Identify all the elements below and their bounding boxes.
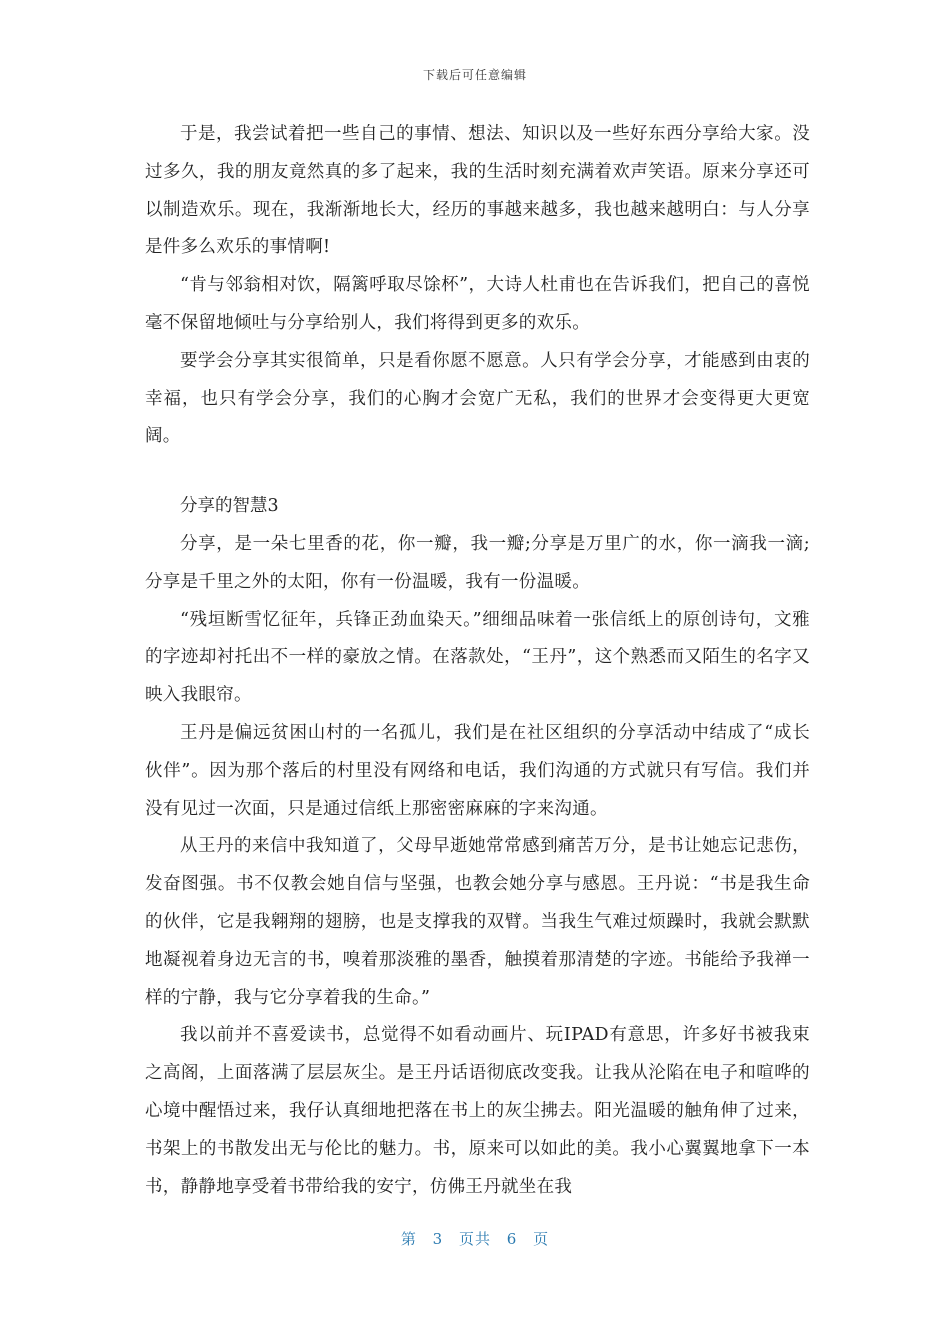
paragraph: 于是，我尝试着把一些自己的事情、想法、知识以及一些好东西分享给大家。没过多久，我的朋友竟然真的多了起来，我的生活时刻充满着欢声笑语。原来分享还可以制造欢乐。现在，我渐渐地长大，经历的事越来越多，我也越来越明白：与人分享是件多么欢乐的事情啊! <box>145 124 810 258</box>
paragraph: “残垣断雪忆征年，兵锋正劲血染天。”细细品味着一张信纸上的原创诗句，文雅的字迹却衬托出不一样的豪放之情。在落款处，“王丹”，这个熟悉而又陌生的名字又映入我眼帘。 <box>145 609 810 706</box>
page-footer <box>0 1228 950 1249</box>
footer-suffix: 页 <box>533 1230 550 1248</box>
paragraph: 王丹是偏远贫困山村的一名孤儿，我们是在社区组织的分享活动中结成了“成长伙伴”。因为那个落后的村里没有网络和电话，我们沟通的方式就只有写信。我们并没有见过一次面，只是通过信纸上那密密麻麻的字来沟通。 <box>145 722 810 819</box>
footer-middle: 页共 <box>458 1230 491 1248</box>
section-title: 分享的智慧3 <box>180 496 279 517</box>
footer-prefix: 第 <box>400 1230 417 1248</box>
paragraph: 我以前并不喜爱读书，总觉得不如看动画片、玩IPAD有意思，许多好书被我束之高阁，上面落满了层层灰尘。是王丹话语彻底改变我。让我从沦陷在电子和喧哗的心境中醒悟过来，我仔认真细地把落在书上的灰尘拂去。阳光温暖的触角伸了过来，书架上的书散发出无与伦比的魅力。书，原来可以如此的美。我小心翼翼地拿下一本书，静静地享受着书带给我的安宁，仿佛王丹就坐在我 <box>145 1025 810 1197</box>
current-page-number: 3 <box>432 1230 444 1248</box>
paragraph: “肯与邻翁相对饮，隔篱呼取尽馀杯”，大诗人杜甫也在告诉我们，把自己的喜悦毫不保留地倾吐与分享给别人，我们将得到更多的欢乐。 <box>145 275 810 333</box>
paragraph: 分享，是一朵七里香的花，你一瓣，我一瓣;分享是万里广的水，你一滴我一滴;分享是千里之外的太阳，你有一份温暖，我有一份温暖。 <box>145 533 810 592</box>
page-header: 下载后可任意编辑 <box>422 68 527 82</box>
paragraph: 从王丹的来信中我知道了，父母早逝她常常感到痛苦万分，是书让她忘记悲伤，发奋图强。书不仅教会她自信与坚强，也教会她分享与感恩。王丹说：“书是我生命的伙伴，它是我翱翔的翅膀，也是支撑我的双臂。当我生气难过烦躁时，我就会默默地凝视着身边无言的书，嗅着那淡雅的墨香，触摸着那清楚的字迹。书能给予我禅一样的宁静，我与它分享着我的生命。” <box>145 836 810 1008</box>
total-pages-number: 6 <box>506 1230 518 1248</box>
paragraph: 要学会分享其实很简单，只是看你愿不愿意。人只有学会分享，才能感到由衷的幸福，也只有学会分享，我们的心胸才会宽广无私，我们的世界才会变得更大更宽阔。 <box>145 350 810 447</box>
document-body <box>145 116 810 1206</box>
